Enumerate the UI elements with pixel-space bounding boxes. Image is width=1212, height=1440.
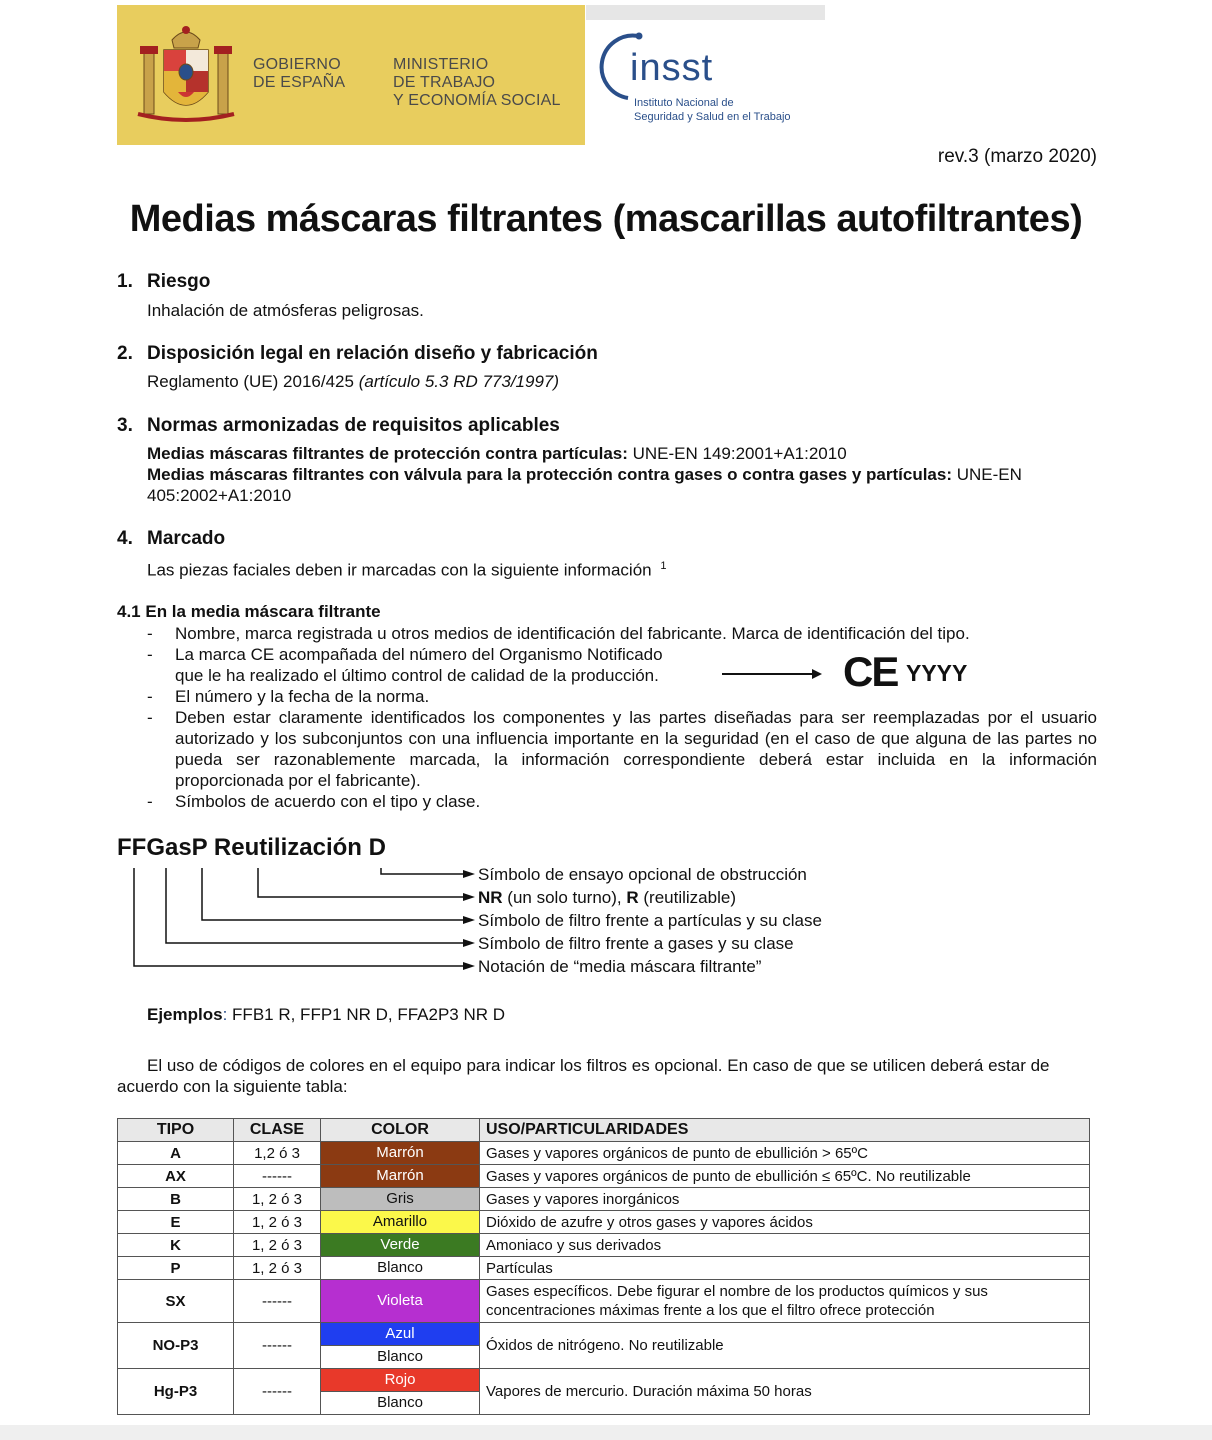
color-swatch: Amarillo: [321, 1211, 480, 1234]
cell-clase: 1,2 ó 3: [234, 1142, 321, 1165]
section-1-number: 1.: [117, 271, 133, 292]
table-row: SX ------ Violeta Gases específicos. Debe figurar el nombre de los productos químicos y sus concentraciones máximas frente a los que el filtro ofrece protección: [118, 1280, 1090, 1323]
ce-number: YYYY: [906, 660, 968, 686]
list-item: - Deben estar claramente identificados los componentes y las partes diseñadas para ser reemplazadas por el usuario autorizado y los subconjuntos con una influencia importante en la seguridad (en el caso de que alguna de las partes no pueda ser razonablemente marcada, la información correspondiente deberá estar incluida en la información proporcionada por el fabricante).: [147, 708, 1097, 790]
color-swatch: Blanco: [321, 1257, 480, 1280]
section-1-body: Inhalación de atmósferas peligrosas.: [147, 301, 424, 320]
header-uso: USO/PARTICULARIDADES: [480, 1119, 1090, 1142]
cell-clase: 1, 2 ó 3: [234, 1257, 321, 1280]
list-item: - El número y la fecha de la norma.: [147, 687, 430, 706]
table-row: NO-P3 ------ Azul Óxidos de nitrógeno. No reutilizable: [118, 1323, 1090, 1346]
top-gray-bar: [586, 5, 825, 20]
cell-uso: Gases y vapores orgánicos de punto de ebullición ≤ 65ºC. No reutilizable: [480, 1165, 1090, 1188]
color-swatch: Azul: [321, 1323, 480, 1346]
cell-clase: 1, 2 ó 3: [234, 1211, 321, 1234]
diagram-label-particles: Símbolo de filtro frente a partículas y su clase: [478, 911, 822, 930]
header-tipo: TIPO: [118, 1119, 234, 1142]
section-4-title: Marcado: [147, 528, 226, 549]
diagram-label-gases: Símbolo de filtro frente a gases y su clase: [478, 934, 794, 953]
color-swatch: Marrón: [321, 1165, 480, 1188]
table-header-row: [118, 1119, 1090, 1142]
diagram-label-obstruction: Símbolo de ensayo opcional de obstrucción: [478, 865, 807, 884]
table-row: [118, 1211, 1090, 1234]
section-3-number: 3.: [117, 415, 133, 436]
section-2-title: Disposición legal en relación diseño y fabricación: [147, 343, 598, 364]
subsection-4-1-title: 4.1 En la media máscara filtrante: [117, 602, 381, 621]
cell-uso: Gases y vapores inorgánicos: [480, 1188, 1090, 1211]
cell-tipo: K: [118, 1234, 234, 1257]
cell-uso: Partículas: [480, 1257, 1090, 1280]
section-2-body: [147, 372, 559, 392]
list-item: - Símbolos de acuerdo con el tipo y clase.: [147, 792, 481, 811]
table-row: [118, 1188, 1090, 1211]
cell-uso: Amoniaco y sus derivados: [480, 1234, 1090, 1257]
ministerio-text: MINISTERIO DE TRABAJO Y ECONOMÍA SOCIAL: [393, 56, 561, 109]
color-swatch: Rojo: [321, 1369, 480, 1392]
cell-tipo: A: [118, 1142, 234, 1165]
header-color: COLOR: [321, 1119, 480, 1142]
marking-diagram-lines: [120, 862, 480, 974]
color-swatch: Marrón: [321, 1142, 480, 1165]
diagram-label-reuse: NR (un solo turno), R (reutilizable): [478, 888, 736, 907]
diagram-label-notation: Notación de “media máscara filtrante”: [478, 957, 762, 976]
page-bottom-edge: [0, 1425, 1212, 1440]
cell-clase: 1, 2 ó 3: [234, 1188, 321, 1211]
table-row: Hg-P3 ------ Rojo Vapores de mercurio. Duración máxima 50 horas: [118, 1369, 1090, 1392]
cell-tipo: AX: [118, 1165, 234, 1188]
color-swatch: Gris: [321, 1188, 480, 1211]
marking-code: FFGasP Reutilización D: [117, 834, 386, 861]
examples-line: Ejemplos: FFB1 R, FFP1 NR D, FFA2P3 NR D: [147, 1005, 506, 1024]
section-4-number: 4.: [117, 528, 133, 549]
filter-color-table: [117, 1118, 1090, 1415]
standard-line-1: Medias máscaras filtrantes de protección contra partículas: UNE-EN 149:2001+A1:2010: [147, 444, 847, 463]
gobierno-text: GOBIERNO DE ESPAÑA: [253, 56, 346, 91]
footnote-ref: 1: [660, 560, 667, 572]
color-swatch: Violeta: [321, 1280, 480, 1323]
page-title: Medias máscaras filtrantes (mascarillas autofiltrantes): [129, 198, 1083, 240]
ce-mark-icon: CE: [843, 648, 898, 695]
revision-label: rev.3 (marzo 2020): [937, 146, 1097, 167]
cell-clase: ------: [234, 1165, 321, 1188]
regulation-article: (artículo 5.3 RD 773/1997): [358, 372, 560, 391]
table-row: [118, 1165, 1090, 1188]
color-swatch: Verde: [321, 1234, 480, 1257]
marking-list: [147, 623, 1097, 812]
ce-arrow-icon: [720, 666, 825, 682]
section-2-number: 2.: [117, 343, 133, 364]
list-item: - La marca CE acompañada del número del Organismo Notificado que le ha realizado el último control de calidad de la producción.: [147, 645, 663, 685]
cell-tipo: P: [118, 1257, 234, 1280]
cell-uso: Gases y vapores orgánicos de punto de ebullición > 65ºC: [480, 1142, 1090, 1165]
table-row: [118, 1234, 1090, 1257]
table-row: [118, 1257, 1090, 1280]
color-code-paragraph: El uso de códigos de colores en el equipo para indicar los filtros es opcional. En caso de que se utilicen deberá estar de acuerdo con la siguiente tabla:: [117, 1056, 1050, 1096]
cell-uso: Dióxido de azufre y otros gases y vapores ácidos: [480, 1211, 1090, 1234]
list-item: - Nombre, marca registrada u otros medios de identificación del fabricante. Marca de identificación del tipo.: [147, 624, 970, 643]
cell-tipo: E: [118, 1211, 234, 1234]
cell-tipo: B: [118, 1188, 234, 1211]
header-clase: CLASE: [234, 1119, 321, 1142]
section-3-body: [147, 443, 1097, 506]
section-4-body: Las piezas faciales deben ir marcadas con la siguiente información $^1$: [147, 560, 667, 580]
insst-logo-text: insst: [630, 47, 714, 89]
color-swatch: Blanco: [321, 1346, 480, 1369]
insst-subtitle: Instituto Nacional de Seguridad y Salud en el Trabajo: [634, 97, 791, 123]
color-swatch: Blanco: [321, 1392, 480, 1415]
standard-line-2: Medias máscaras filtrantes con válvula para la protección contra gases o contra gases y partículas: UNE-EN 405:2002+A1:2010: [147, 465, 1022, 505]
section-3-title: Normas armonizadas de requisitos aplicables: [147, 415, 560, 436]
table-row: [118, 1142, 1090, 1165]
cell-clase: 1, 2 ó 3: [234, 1234, 321, 1257]
section-1-title: Riesgo: [147, 271, 211, 292]
coat-of-arms-icon: [134, 22, 238, 126]
regulation-text: Reglamento (UE) 2016/425: [147, 372, 354, 391]
